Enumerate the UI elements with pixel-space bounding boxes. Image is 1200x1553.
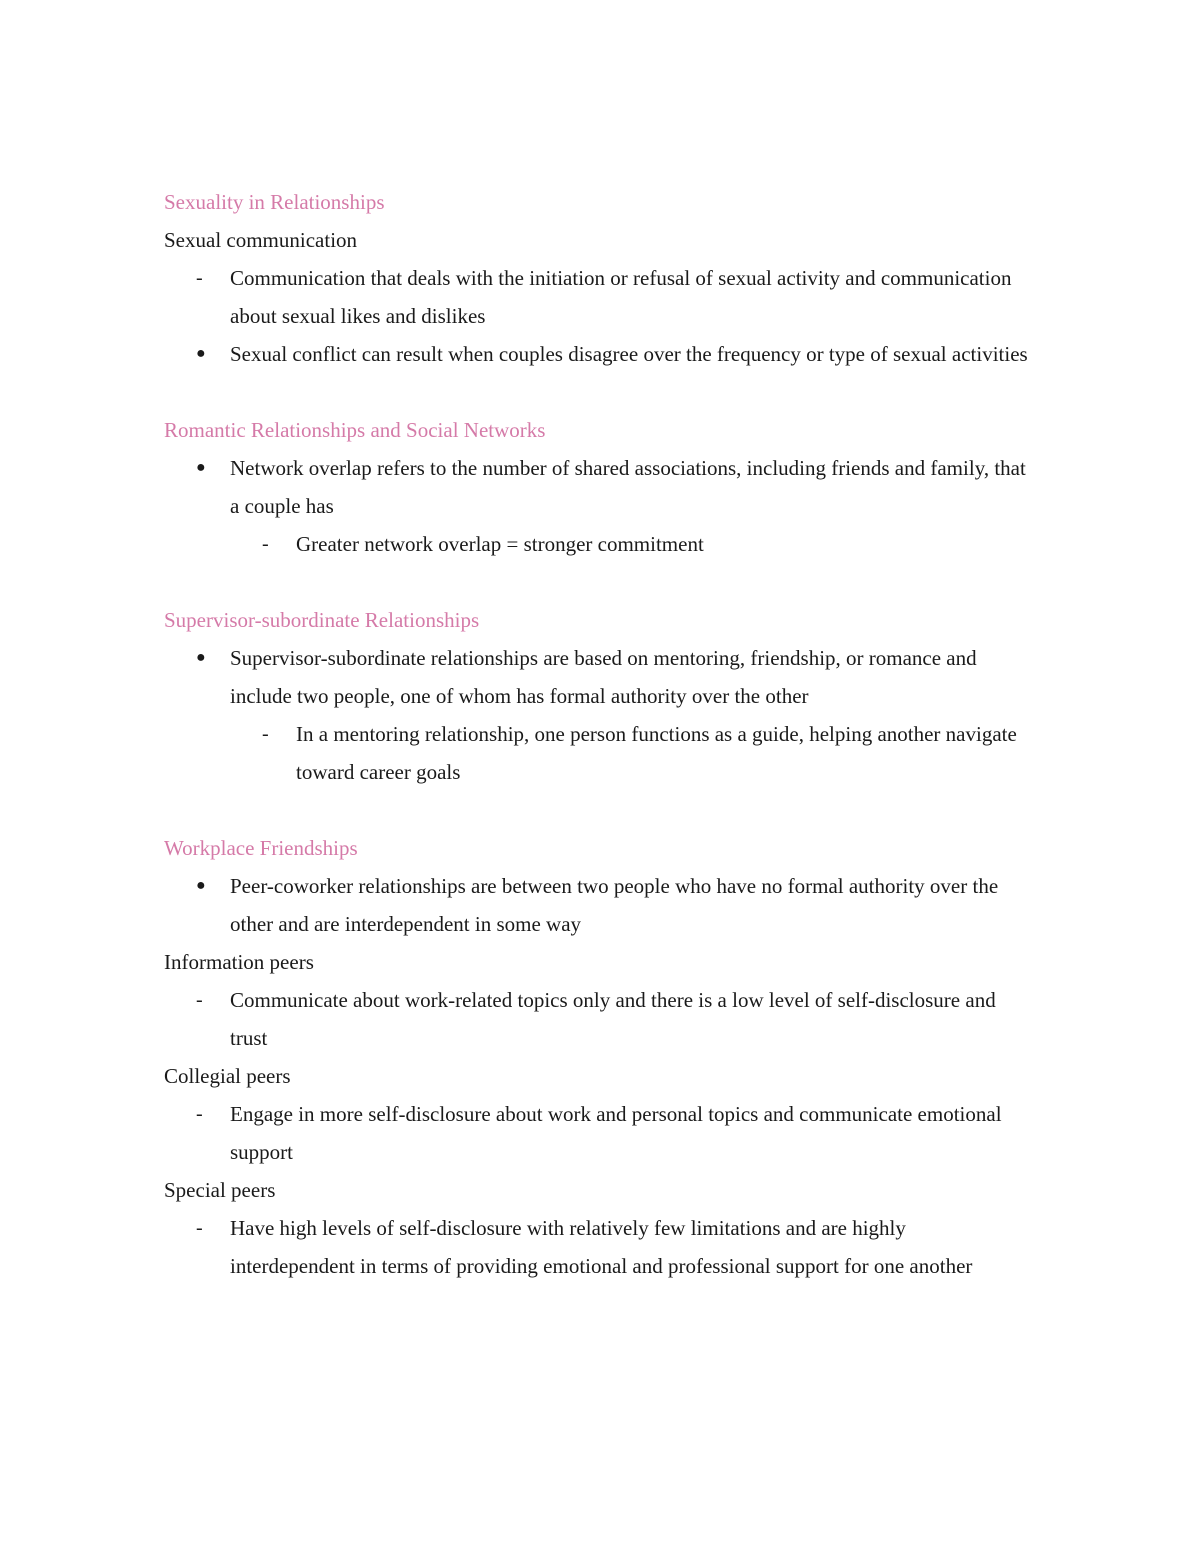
list-item xyxy=(164,1095,1034,1171)
dash-marker: - xyxy=(262,533,269,555)
list-item-text: Sexual conflict can result when couples disagree over the frequency or type of sexual activities xyxy=(230,342,1028,366)
bullet-marker: ● xyxy=(196,345,206,362)
list-item xyxy=(164,639,1034,715)
bullet-marker: ● xyxy=(196,649,206,666)
list-item xyxy=(164,867,1034,943)
subheading-sexual-communication: Sexual communication xyxy=(164,228,358,252)
subheading-information-peers: Information peers xyxy=(164,950,314,974)
dash-marker: - xyxy=(196,989,203,1011)
list-item-text: In a mentoring relationship, one person functions as a guide, helping another navigate toward career goals xyxy=(296,722,1017,784)
list-item-text: Network overlap refers to the number of shared associations, including friends and family, that a couple has xyxy=(230,456,1026,518)
section-heading-romantic: Romantic Relationships and Social Networks xyxy=(164,418,546,442)
list-item-text: Have high levels of self-disclosure with relatively few limitations and are highly interdependent in terms of providing emotional and professional support for one another xyxy=(230,1216,973,1278)
list-item xyxy=(164,715,1034,791)
list-item xyxy=(164,1209,1034,1285)
dash-marker: - xyxy=(196,267,203,289)
list-item-text: Communicate about work-related topics only and there is a low level of self-disclosure and trust xyxy=(230,988,996,1050)
list-item xyxy=(164,525,1034,563)
subheading-special-peers: Special peers xyxy=(164,1178,276,1202)
subheading-collegial-peers: Collegial peers xyxy=(164,1064,291,1088)
list-item-text: Peer-coworker relationships are between two people who have no formal authority over the other and are interdependent in some way xyxy=(230,874,999,936)
list-item-text: Supervisor-subordinate relationships are based on mentoring, friendship, or romance and include two people, one of whom has formal authority over the other xyxy=(230,646,977,708)
list-item xyxy=(164,259,1034,335)
section-heading-sexuality: Sexuality in Relationships xyxy=(164,190,385,214)
section-spacer xyxy=(164,563,1034,601)
list-item-text: Communication that deals with the initiation or refusal of sexual activity and communication about sexual likes and dislikes xyxy=(230,266,1012,328)
list-item-text: Engage in more self-disclosure about work and personal topics and communicate emotional support xyxy=(230,1102,1002,1164)
document-page xyxy=(164,183,1034,1285)
list-item-text: Greater network overlap = stronger commitment xyxy=(296,532,704,556)
dash-marker: - xyxy=(196,1103,203,1125)
list-item xyxy=(164,335,1034,373)
bullet-marker: ● xyxy=(196,459,206,476)
list-item xyxy=(164,449,1034,525)
dash-marker: - xyxy=(262,723,269,745)
list-item xyxy=(164,981,1034,1057)
section-spacer xyxy=(164,791,1034,829)
section-heading-supervisor: Supervisor-subordinate Relationships xyxy=(164,608,480,632)
dash-marker: - xyxy=(196,1217,203,1239)
bullet-marker: ● xyxy=(196,877,206,894)
section-spacer xyxy=(164,373,1034,411)
section-heading-workplace: Workplace Friendships xyxy=(164,836,358,860)
